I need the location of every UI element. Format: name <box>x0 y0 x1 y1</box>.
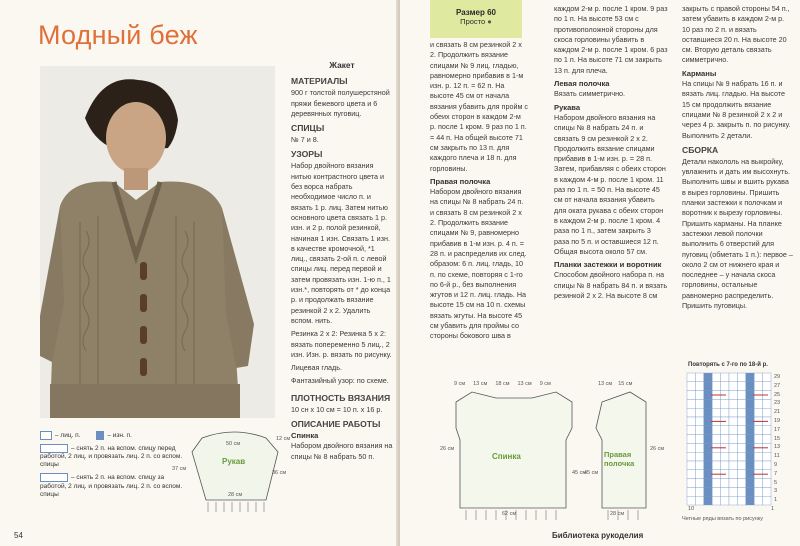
chart-cell-knit <box>737 487 745 496</box>
chart-cell-purl <box>746 391 754 400</box>
difficulty-dot-icon: ● <box>487 17 492 26</box>
chart-cell-knit <box>712 487 720 496</box>
chart-cell-knit <box>729 426 737 435</box>
size-heading: Размер 60 <box>456 8 496 17</box>
chart-cell-knit <box>737 452 745 461</box>
chart-row-label: 23 <box>774 400 781 407</box>
legend-cable-back: – снять 2 п. на вспом. спицу за работой, 2 лиц. и провязать лиц. 2 п. со вспом. спицы <box>40 474 183 498</box>
chart-cell-knit <box>754 426 762 435</box>
chart-cell-knit <box>729 391 737 400</box>
size-badge <box>430 0 522 38</box>
front-left-dim: 45 см <box>584 470 599 476</box>
chart-cell-knit <box>737 426 745 435</box>
chart-cell-knit <box>737 461 745 470</box>
chart-cell-knit <box>737 399 745 408</box>
chart-cell-knit <box>687 461 695 470</box>
difficulty-text: Просто <box>460 17 486 26</box>
chart-cell-purl <box>704 487 712 496</box>
chart-cell-purl <box>704 382 712 391</box>
sleeves-text: Набором двойного вязания на спицы № 8 набрать 24 п. и связать 9 см резинкой 2 х 2. Продолжить вязание спицами прибавив в 1-м изн. р. = 28 п. Затем, прибавляя с обеих сторон в каждом 4-м р. после 1 кром. 11 раз по 1 п. = 50 п. На высоте 45 см от начала вязания убавить для оката рукава с обеих сторон в каждом 2-м р. после 1 кром. 4 раза по 1 п., затем закрыть 3 раза по 5 п. и оставшиеся 12 п. Общая высота около 57 см. <box>554 112 666 256</box>
chart-cell-purl <box>704 399 712 408</box>
chart-row-label: 27 <box>774 382 781 389</box>
chart-cell-knit <box>721 435 729 444</box>
fancy-pattern-text: Фантазийный узор: по схеме. <box>291 376 389 386</box>
chart-cell-knit <box>763 373 771 382</box>
chart-cell-knit <box>695 443 703 452</box>
patterns-text: Набор двойного вязания нитью контрастного цвета и без ворса набрать необходимое число п. и вязать 1 р. лиц. Затем нитью основного цвета связать 1 р. изн. и 2 р. полой резинкой, начиная 1 изн. Связать 1 изн. в качестве кромочной, *1 лиц., связать 2-ой п. с левой спицы лиц. перед первой и затем провязать изн. 1-ю п., 1 изн.*, повторять от * до конца р. и продолжать вязание резинкой 2 х 2. Удалить вспом. нить. <box>291 161 391 325</box>
chart-cell-purl <box>704 426 712 435</box>
chart-row-label: 19 <box>774 418 781 424</box>
gauge-heading: ПЛОТНОСТЬ ВЯЗАНИЯ <box>291 392 391 403</box>
chart-cell-knit <box>712 479 720 488</box>
footer-brand: Библиотека рукоделия <box>552 531 644 540</box>
chart-cell-knit <box>721 487 729 496</box>
chart-cell-purl <box>746 426 754 435</box>
placket-text: Способом двойного набора п. на спицы № 8 набрать 84 п. и вязать резинкой 2 х 2. На высоте 8 см <box>554 270 668 301</box>
chart-cell-knit <box>763 461 771 470</box>
chart-cell-knit <box>754 373 762 382</box>
gauge-text: 10 сн х 10 см = 10 п. х 16 р. <box>291 404 383 414</box>
front-dim-1: 13 см <box>598 381 613 387</box>
chart-cell-knit <box>721 426 729 435</box>
back-right-dim: 45 см <box>572 470 587 476</box>
front-dims-row <box>598 381 632 387</box>
chart-cell-knit <box>687 443 695 452</box>
chart-cell-knit <box>763 399 771 408</box>
left-front-heading: Левая полочка <box>554 79 610 89</box>
back-dim-3: 18 см <box>495 381 510 387</box>
chart-row-label: 21 <box>774 409 781 416</box>
chart-cell-purl <box>704 452 712 461</box>
chart-cell-purl <box>746 496 754 505</box>
chart-cell-knit <box>695 479 703 488</box>
chart-cell-purl <box>704 408 712 417</box>
chart-cell-knit <box>763 382 771 391</box>
materials-heading: МАТЕРИАЛЫ <box>291 76 348 87</box>
chart-row-label: 29 <box>774 374 781 380</box>
chart-cell-knit <box>754 399 762 408</box>
cable-front-symbol-icon <box>40 444 68 453</box>
chart-cell-knit <box>763 479 771 488</box>
chart-cell-purl <box>746 435 754 444</box>
needles-text: № 7 и 8. <box>291 135 319 145</box>
sleeve-left-dim: 37 см <box>172 466 187 472</box>
chart-cell-knit <box>712 382 720 391</box>
sleeves-heading: Рукава <box>554 102 581 112</box>
chart-cell-purl <box>704 470 712 479</box>
chart-cell-knit <box>737 408 745 417</box>
placket-heading: Планки застежки и воротник <box>554 260 662 270</box>
chart-cell-knit <box>754 487 762 496</box>
chart-cell-knit <box>712 408 720 417</box>
symbol-legend <box>40 431 190 499</box>
chart-cell-knit <box>737 470 745 479</box>
back-text: Набором двойного вязания на спицы № 8 набрать 50 п. <box>291 441 393 461</box>
chart-cell-purl <box>746 399 754 408</box>
chart-cell-knit <box>754 382 762 391</box>
chart-cell-knit <box>721 496 729 505</box>
chart-cell-knit <box>721 399 729 408</box>
chart-cell-knit <box>729 417 737 426</box>
chart-cell-knit <box>754 408 762 417</box>
chart-cell-knit <box>763 452 771 461</box>
right-column <box>682 4 794 314</box>
chart-cell-knit <box>729 373 737 382</box>
chart-cell-knit <box>754 435 762 444</box>
chart-cell-knit <box>712 373 720 382</box>
chart-cell-knit <box>687 426 695 435</box>
chart-cell-knit <box>737 443 745 452</box>
chart-cell-knit <box>687 382 695 391</box>
chart-cell-knit <box>763 408 771 417</box>
materials-column <box>291 60 393 465</box>
assembly-heading: СБОРКА <box>682 144 719 155</box>
chart-cell-purl <box>704 496 712 505</box>
back-dim-5: 9 см <box>539 381 551 387</box>
back-dims-row <box>454 381 551 387</box>
sleeve-right-dim: 36 см <box>272 470 287 476</box>
chart-cell-knit <box>695 399 703 408</box>
chart-cell-knit <box>729 470 737 479</box>
chart-cell-knit <box>754 496 762 505</box>
chart-cell-knit <box>737 417 745 426</box>
chart-cell-knit <box>687 487 695 496</box>
chart-note: Четные ряды вязать по рисунку <box>682 516 763 522</box>
front-cont-text: каждом 2-м р. после 1 кром. 9 раз по 1 п. На высоте 53 см с противоположной стороны для скоса горловины убавить в каждом 2-м р. после 1 кром. 6 раз по 1 п. На высоте 71 см закрыть 13 п. для плеча. <box>554 4 668 75</box>
chart-cell-knit <box>737 373 745 382</box>
chart-cell-knit <box>687 417 695 426</box>
chart-cell-knit <box>729 452 737 461</box>
chart-cell-knit <box>687 391 695 400</box>
chart-cell-knit <box>695 408 703 417</box>
chart-row-label: 7 <box>774 470 778 477</box>
chart-cell-knit <box>687 435 695 444</box>
page-title: Модный беж <box>38 20 198 50</box>
sleeve-top-dim: 50 см <box>226 441 241 447</box>
chart-cell-knit <box>687 496 695 505</box>
garment-heading: Жакет <box>329 60 355 70</box>
chart-row-label: 25 <box>774 391 781 398</box>
chart-cell-knit <box>721 373 729 382</box>
chart-cell-knit <box>737 391 745 400</box>
chart-cell-knit <box>721 408 729 417</box>
chart-cell-knit <box>695 382 703 391</box>
rib-text: Резинка 2 х 2: Резинка 5 х 2: вязать попеременно 5 лиц., 2 изн. Изн. р. вязать по рисунку. <box>291 329 392 359</box>
chart-cell-purl <box>746 373 754 382</box>
front-bottom-dim: 28 см <box>610 511 625 517</box>
left-front-text: Вязать симметрично. <box>554 89 626 99</box>
sweater-photo <box>40 66 275 418</box>
chart-cell-knit <box>687 408 695 417</box>
purl-symbol-icon <box>96 431 104 440</box>
chart-col-label-last: 1 <box>770 506 774 512</box>
chart-row-label: 9 <box>774 462 778 468</box>
chart-cell-purl <box>746 470 754 479</box>
chart-cell-knit <box>721 479 729 488</box>
legend-cable-front: – снять 2 п. на вспом. спицу перед работой, 2 лиц. и провязать лиц. 2 п. со вспом. спицы <box>40 445 183 469</box>
right-page <box>400 0 800 546</box>
chart-cell-knit <box>695 426 703 435</box>
chart-cell-purl <box>746 461 754 470</box>
chart-cell-purl <box>704 479 712 488</box>
chart-cell-purl <box>746 382 754 391</box>
legend-purl: – изн. п. <box>107 432 132 440</box>
chart-cell-purl <box>704 461 712 470</box>
chart-col-label-first: 10 <box>688 506 695 512</box>
sleeve-label: Рукав <box>222 457 246 466</box>
chart-cell-purl <box>704 391 712 400</box>
chart-cell-knit <box>695 487 703 496</box>
materials-text: 900 г толстой полушерстяной пряжи бежевого цвета и 6 деревянных пуговиц. <box>291 88 390 118</box>
chart-cell-knit <box>737 496 745 505</box>
pockets-heading: Карманы <box>682 68 717 78</box>
chart-row-label: 3 <box>774 488 778 495</box>
chart-cell-knit <box>695 417 703 426</box>
chart-row-label: 13 <box>774 444 781 451</box>
chart-cell-knit <box>687 479 695 488</box>
chart-cell-knit <box>712 426 720 435</box>
chart-cell-knit <box>687 452 695 461</box>
patterns-heading: УЗОРЫ <box>291 149 323 160</box>
chart-cell-knit <box>695 470 703 479</box>
knit-symbol-icon <box>40 431 52 440</box>
chart-cell-purl <box>704 435 712 444</box>
chart-cell-knit <box>729 382 737 391</box>
chart-cell-knit <box>712 435 720 444</box>
back-dim-4: 13 см <box>517 381 532 387</box>
chart-caption: Повторять с 7-го по 18-й р. <box>688 362 768 368</box>
front-label: Правая полочка <box>604 450 635 468</box>
chart-row-label: 5 <box>774 479 778 486</box>
back-dim-1: 9 см <box>454 381 466 387</box>
chart-cell-purl <box>746 417 754 426</box>
back-cont-text: и связать 8 см резинкой 2 х 2. Продолжить вязание спицами № 9 лиц. гладью, равномерно прибавив в 1-м изн. р. 12 п. = 62 п. На высоте 45 см от начала вязания убавить для пройм с обеих сторон в каждом 2-м р. после 1 кром. 9 раз по 1 п. = 44 п. На общей высоте 71 см закрыть по 13 п. для каждого плеча и 18 п. для горловины. <box>430 40 528 173</box>
chart-cell-knit <box>712 399 720 408</box>
chart-cell-knit <box>729 479 737 488</box>
chart-cell-knit <box>712 496 720 505</box>
chart-cell-knit <box>721 452 729 461</box>
chart-cell-knit <box>712 452 720 461</box>
chart-row-label: 11 <box>774 453 780 460</box>
front-right-dim: 26 см <box>650 446 665 452</box>
chart-cell-knit <box>712 461 720 470</box>
chart-cell-purl <box>704 417 712 426</box>
chart-col-labels <box>688 506 774 512</box>
chart-row-label: 1 <box>774 497 778 504</box>
chart-cell-knit <box>695 461 703 470</box>
model-wearing-cardigan-image <box>40 66 275 418</box>
chart-cell-knit <box>695 435 703 444</box>
assembly-text: Детали накололь на выкройку, увлажнить и дать им высохнуть. Выполнить швы и вшить рукава в вырез горловины. Пришить планки застежки к полочкам и воротник к вырезу горловины. Пришить карманы. На планке застежки левой полочки выполнить 6 отверстий для пуговиц (обметать 1 п.): первое – около 2 см от нижнего края и последнее – у начала скоса горловины, остальные равномерно распределить. Пришить пуговицы. <box>682 156 793 311</box>
chart-cell-knit <box>695 373 703 382</box>
right-front-text: Набором двойного вязания на спицы № 8 набрать 24 п. и связать 8 см резинкой 2 х 2. Продолжить вязание спицами № 9, равномерно прибавив в 1-м изн. р. 4 п. = 28 п. и распределив их след. образом: 6 п. лиц. гладь, 10 п. по схеме, повторяя с 1-го по 6-й р., без выполнения жгутов и 12 п. лиц. гладь. На высоте 15 см на 10 п. схемы вязать жгуты. На высоте 45 см убавить для проймы со стороны бокового шва в <box>430 187 527 341</box>
chart-cell-knit <box>763 435 771 444</box>
mid-column-2 <box>554 4 668 304</box>
back-left-dim: 26 см <box>440 446 455 452</box>
back-bottom-dim: 62 см <box>502 511 517 517</box>
chart-cell-knit <box>721 382 729 391</box>
pockets-text: На спицы № 9 набрать 16 п. и вязать лиц. гладью. На высоте 15 см продолжить вязание спицами № 8 резинкой 2 х 2 и через 4 р. закрыть п. по рисунку. Выполнить 2 детали. <box>682 79 791 140</box>
back-label: Спинка <box>492 452 521 461</box>
knitting-chart <box>686 372 772 506</box>
chart-cell-knit <box>729 487 737 496</box>
chart-cell-knit <box>695 452 703 461</box>
mid-column-1 <box>430 40 528 345</box>
chart-cell-purl <box>746 408 754 417</box>
chart-cell-knit <box>763 487 771 496</box>
back-subheading: Спинка <box>291 431 319 441</box>
chart-cell-knit <box>729 496 737 505</box>
sleeve-bottom-dim: 28 см <box>228 492 243 498</box>
chart-cell-knit <box>729 461 737 470</box>
chart-cell-knit <box>754 452 762 461</box>
chart-cell-knit <box>737 382 745 391</box>
chart-cell-purl <box>746 443 754 452</box>
back-dim-2: 13 см <box>473 381 488 387</box>
chart-cell-purl <box>746 452 754 461</box>
stockinette-text: Лицевая гладь. <box>291 363 342 373</box>
chart-cell-purl <box>746 487 754 496</box>
chart-row-label: 17 <box>774 426 781 433</box>
chart-cell-knit <box>687 399 695 408</box>
chart-cell-knit <box>754 461 762 470</box>
needles-heading: СПИЦЫ <box>291 123 325 134</box>
chart-cell-knit <box>754 479 762 488</box>
chart-cell-purl <box>746 479 754 488</box>
chart-cell-knit <box>695 391 703 400</box>
chart-cell-knit <box>763 426 771 435</box>
front-dim-2: 15 см <box>618 381 633 387</box>
chart-cell-knit <box>737 435 745 444</box>
chart-cell-purl <box>704 443 712 452</box>
chart-cell-knit <box>729 408 737 417</box>
chart-cell-knit <box>695 496 703 505</box>
description-heading: ОПИСАНИЕ РАБОТЫ <box>291 419 381 430</box>
chart-cell-knit <box>763 496 771 505</box>
chart-cell-knit <box>687 470 695 479</box>
sleeve-topright-dim: 12 см <box>276 436 291 442</box>
chart-cell-knit <box>737 479 745 488</box>
chart-cell-knit <box>687 373 695 382</box>
chart-cell-knit <box>729 399 737 408</box>
chart-row-label: 15 <box>774 435 781 442</box>
collar-text: закрыть с правой стороны 54 п., затем убавить в каждом 2-м р. 10 раз по 2 п. и вязать оставшиеся 20 п. На высоте 20 см. Вторую деталь связать симметрично. <box>682 4 790 65</box>
chart-cell-knit <box>729 435 737 444</box>
right-front-heading: Правая полочка <box>430 176 491 186</box>
chart-cell-knit <box>729 443 737 452</box>
chart-cell-knit <box>721 461 729 470</box>
cable-back-symbol-icon <box>40 473 68 482</box>
chart-row-labels <box>774 372 788 506</box>
chart-cell-purl <box>704 373 712 382</box>
legend-knit: – лиц. п. <box>55 432 81 440</box>
page-number: 54 <box>14 531 23 540</box>
